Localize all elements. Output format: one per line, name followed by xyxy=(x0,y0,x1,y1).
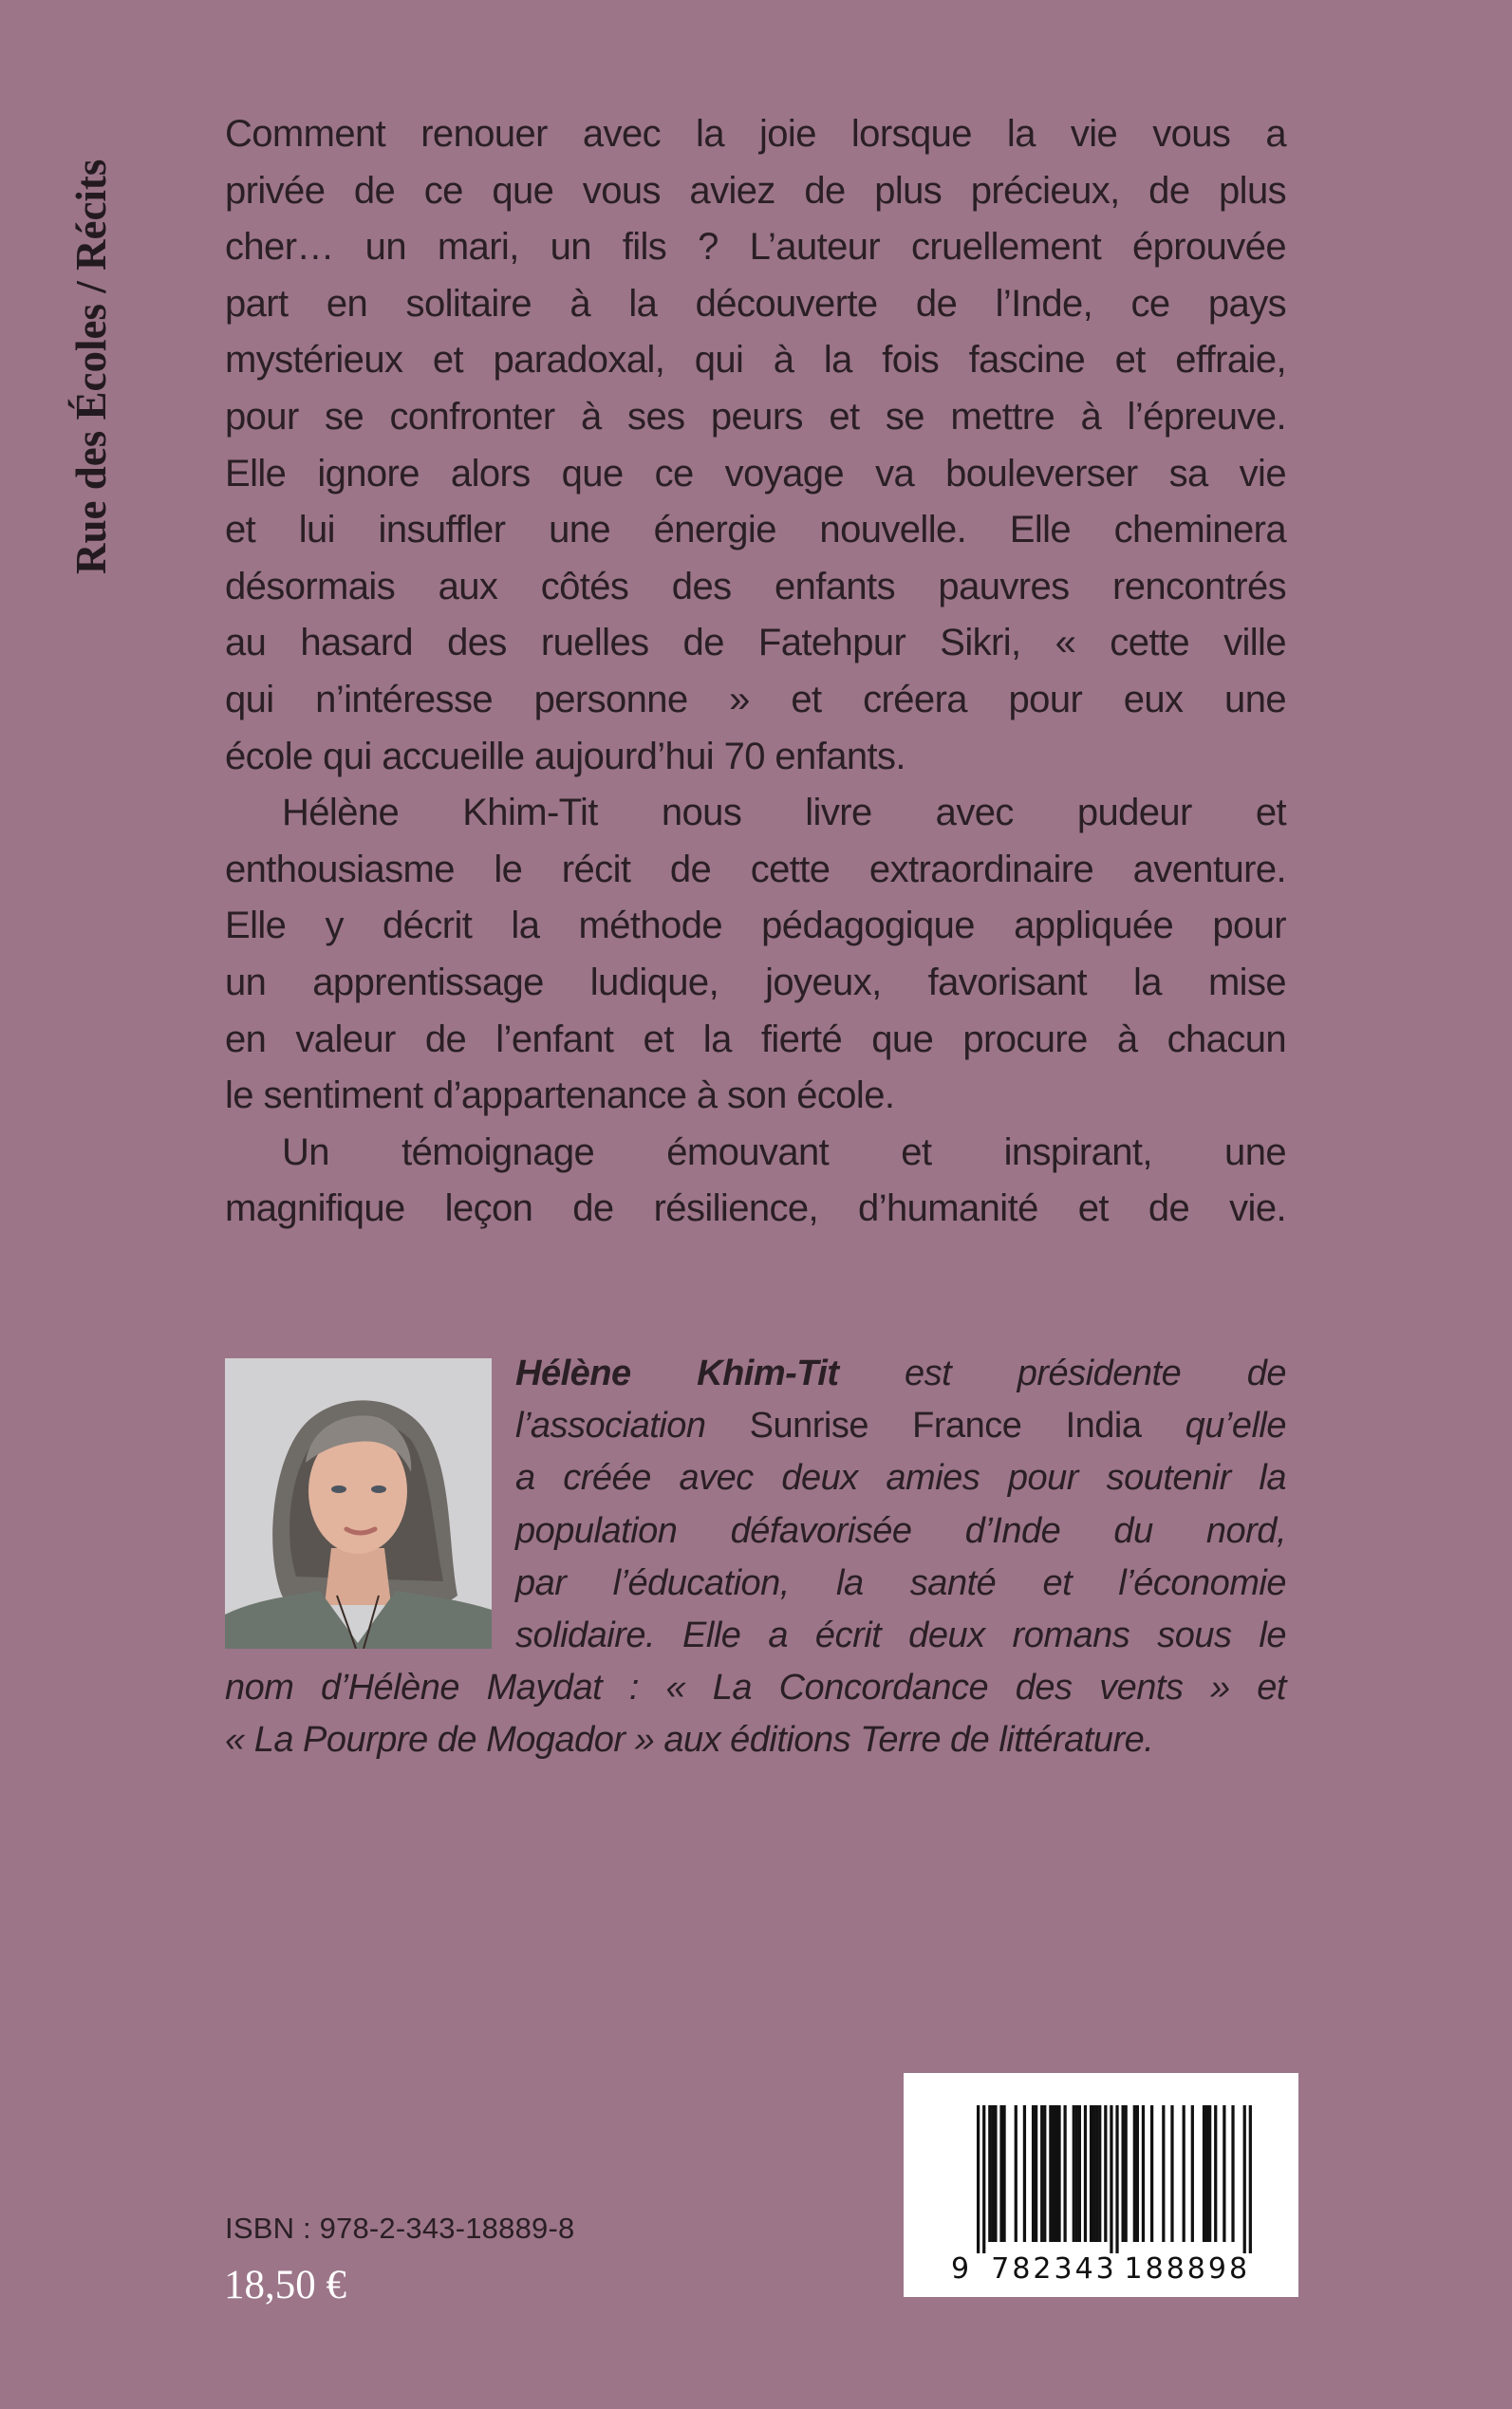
isbn-barcode xyxy=(904,2073,1298,2297)
blurb-line: désormais aux côtés des enfants pauvres rencontrés xyxy=(225,565,1286,607)
barcode-icon xyxy=(904,2073,1298,2297)
bio-line: « La Pourpre de Mogador » aux éditions Terre de littérature. xyxy=(225,1720,1154,1761)
blurb-line: Elle ignore alors que ce voyage va bouleverser sa vie xyxy=(225,452,1286,495)
blurb-paragraph-1 xyxy=(225,106,1286,785)
blurb-paragraph-2 xyxy=(225,785,1286,1125)
blurb-line: en valeur de l’enfant et la fierté que procure à chacun xyxy=(225,1018,1286,1060)
association-name: Sunrise France India xyxy=(749,1406,1142,1447)
blurb-line: et lui insuffler une énergie nouvelle. Elle cheminera xyxy=(225,509,1286,551)
bio-line: a créée avec deux amies pour soutenir la xyxy=(515,1458,1286,1499)
blurb-line: enthousiasme le récit de cette extraordinaire aventure. xyxy=(225,848,1286,890)
blurb-line: pour se confronter à ses peurs et se mettre à l’épreuve. xyxy=(225,395,1286,438)
bio-line: solidaire. Elle a écrit deux romans sous le xyxy=(515,1615,1286,1655)
svg-text:782343: 782343 xyxy=(991,2252,1117,2286)
blurb-line: part en solitaire à la découverte de l’Inde, ce pays xyxy=(225,282,1286,325)
bio-line: nom d’Hélène Maydat : « La Concordance des vents » et xyxy=(225,1668,1286,1709)
blurb-line: magnifique leçon de résilience, d’humanité et de vie. xyxy=(225,1187,1286,1230)
blurb-line: un apprentissage ludique, joyeux, favorisant la mise xyxy=(225,961,1286,1003)
isbn-label: ISBN : 978-2-343-18889-8 xyxy=(225,2212,575,2245)
author-portrait-illustration xyxy=(225,1358,492,1649)
back-cover-blurb xyxy=(225,106,1286,1238)
blurb-line: Elle y décrit la méthode pédagogique appliquée pour xyxy=(225,905,1286,947)
bio-line: population défavorisée d’Inde du nord, xyxy=(515,1510,1286,1551)
blurb-line: Un témoignage émouvant et inspirant, une xyxy=(282,1130,1286,1173)
author-name: Hélène Khim-Tit xyxy=(515,1354,839,1393)
blurb-line: école qui accueille aujourd’hui 70 enfants. xyxy=(225,735,905,777)
blurb-line: qui n’intéresse personne » et créera pour eux une xyxy=(225,678,1286,720)
author-photo xyxy=(225,1358,492,1649)
blurb-line: privée de ce que vous aviez de plus précieux, de plus xyxy=(225,169,1286,212)
blurb-paragraph-3 xyxy=(225,1125,1286,1238)
blurb-line: au hasard des ruelles de Fatehpur Sikri, « cette ville xyxy=(225,622,1286,664)
blurb-line: Hélène Khim-Tit nous livre avec pudeur et xyxy=(282,792,1286,834)
author-bio xyxy=(225,1348,1286,1767)
bio-line: Hélène Khim-Tit est présidente de xyxy=(515,1354,1287,1393)
price-label: 18,50 € xyxy=(224,2263,346,2307)
bio-line: l’association Sunrise France India qu’elle xyxy=(515,1406,1286,1447)
blurb-line: cher… un mari, un fils ? L’auteur cruellement éprouvée xyxy=(225,226,1286,269)
blurb-line: Comment renouer avec la joie lorsque la vie vous a xyxy=(225,113,1286,155)
blurb-line: mystérieux et paradoxal, qui à la fois fascine et effraie, xyxy=(225,339,1286,382)
svg-text:188898: 188898 xyxy=(1124,2252,1251,2286)
spine-collection-title: Rue des Écoles / Récits xyxy=(67,159,115,574)
svg-text:9: 9 xyxy=(951,2252,973,2286)
bio-line: par l’éducation, la santé et l’économie xyxy=(515,1562,1286,1603)
blurb-line: le sentiment d’appartenance à son école. xyxy=(225,1074,895,1117)
